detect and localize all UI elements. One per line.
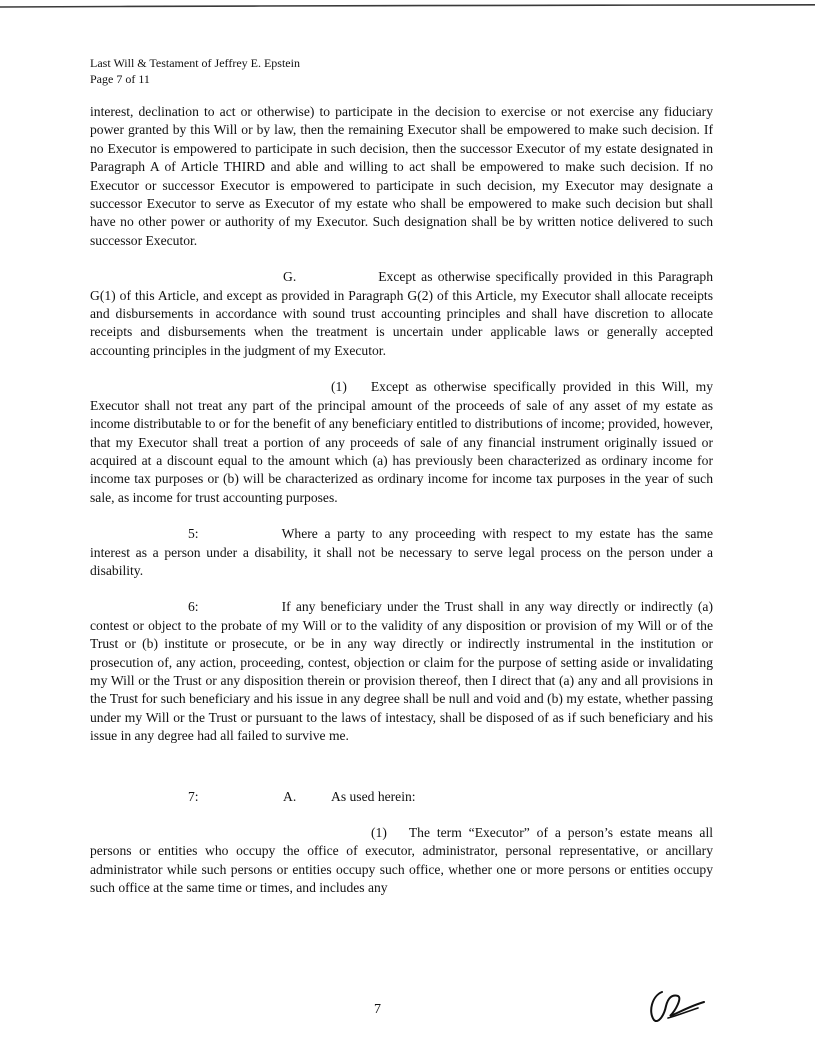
section-5 — [90, 525, 713, 580]
document-body — [90, 103, 713, 898]
section-7a-text: As used herein: — [331, 788, 416, 804]
paragraph-fiduciary-continuation: interest, declination to act or otherwise) to participate in the decision to exercise or not exercise any fiduciary power granted by this Will or by law, then the remaining Executor shall be empowered to make such decision. If no Executor is empowered to participate in such decision, then the successor Executor of my estate designated in Paragraph A of Article THIRD and able and willing to act shall be empowered to make such decision. If no Executor or successor Executor is empowered to participate in such decision, my Executor may designate a successor Executor to serve as Executor of my estate who shall be empowered to make such decision but shall have no other power or authority of my Executor. Such designation shall be by written notice delivered to such successor Executor. — [90, 104, 713, 248]
section-7a1-text: The term “Executor” of a person’s estate means all persons or entities who occupy the office of executor, administrator, personal representative, or ancillary administrator while such persons or entities occupy such office, whether one or more persons or entities occupy such office at the same time or times, and includes any — [90, 824, 713, 896]
section-6 — [90, 598, 713, 745]
section-7-heading — [90, 788, 713, 806]
section-7-label: 7: — [188, 788, 199, 804]
page-indicator: Page 7 of 11 — [90, 72, 150, 86]
document-title: Last Will & Testament of Jeffrey E. Epstein — [90, 56, 300, 70]
section-7a1 — [90, 824, 713, 898]
section-7a1-label: (1) — [371, 824, 387, 840]
section-7a-label: A. — [283, 788, 297, 804]
paragraph-g1 — [90, 378, 713, 507]
scan-edge-line — [0, 3, 815, 9]
paragraph-g1-label: (1) — [331, 379, 347, 395]
handwritten-initials-signature — [646, 988, 708, 1028]
paragraph-g-label: G. — [283, 269, 297, 285]
paragraph-g — [90, 268, 713, 360]
section-5-text: Where a party to any proceeding with respect to my estate has the same interest as a person under a disability, it shall not be necessary to serve legal process on the person under a disability. — [90, 526, 713, 578]
page-number: 7 — [374, 1002, 381, 1017]
page-header — [90, 55, 300, 87]
section-6-label: 6: — [188, 599, 199, 615]
paragraph-g1-text: Except as otherwise specifically provided in this Will, my Executor shall not treat any part of the principal amount of the proceeds of sale of any asset of my estate as income distributable to or for the benefit of any beneficiary entitled to distributions of income; provided, however, that my Executor shall treat a portion of any proceeds of sale of any financial instrument originally issued or acquired at a discount equal to the amount which (a) has previously been characterized as ordinary income for income tax purposes or (b) will be characterized as ordinary income for income tax purposes in the year of such sale, as income for trust accounting purposes. — [90, 379, 713, 505]
section-6-text: If any beneficiary under the Trust shall in any way directly or indirectly (a) contest or object to the probate of my Will or to the validity of any disposition or provision of my Will or of the Trust or (b) institute or prosecute, or be in any way directly or indirectly instrumental in the institution or prosecution of, any action, proceeding, contest, objection or claim for the purpose of setting aside or invalidating my Will or the Trust or any disposition therein or provision thereof, then I direct that (a) any and all provisions in the Trust for such beneficiary and his issue in any degree shall be null and void and (b) my estate, whether passing under my Will or the Trust or pursuant to the laws of intestacy, shall be disposed of as if such beneficiary and his issue in any degree had all failed to survive me. — [90, 599, 713, 744]
section-5-label: 5: — [188, 526, 199, 542]
paragraph-g-text: Except as otherwise specifically provided in this Paragraph G(1) of this Article, and except as provided in Paragraph G(2) of this Article, my Executor shall allocate receipts and disbursements in accordance with sound trust accounting principles and shall have discretion to allocate receipts and disbursements when the treatment is uncertain under applicable laws or generally accepted accounting principles in the judgment of my Executor. — [90, 269, 713, 358]
